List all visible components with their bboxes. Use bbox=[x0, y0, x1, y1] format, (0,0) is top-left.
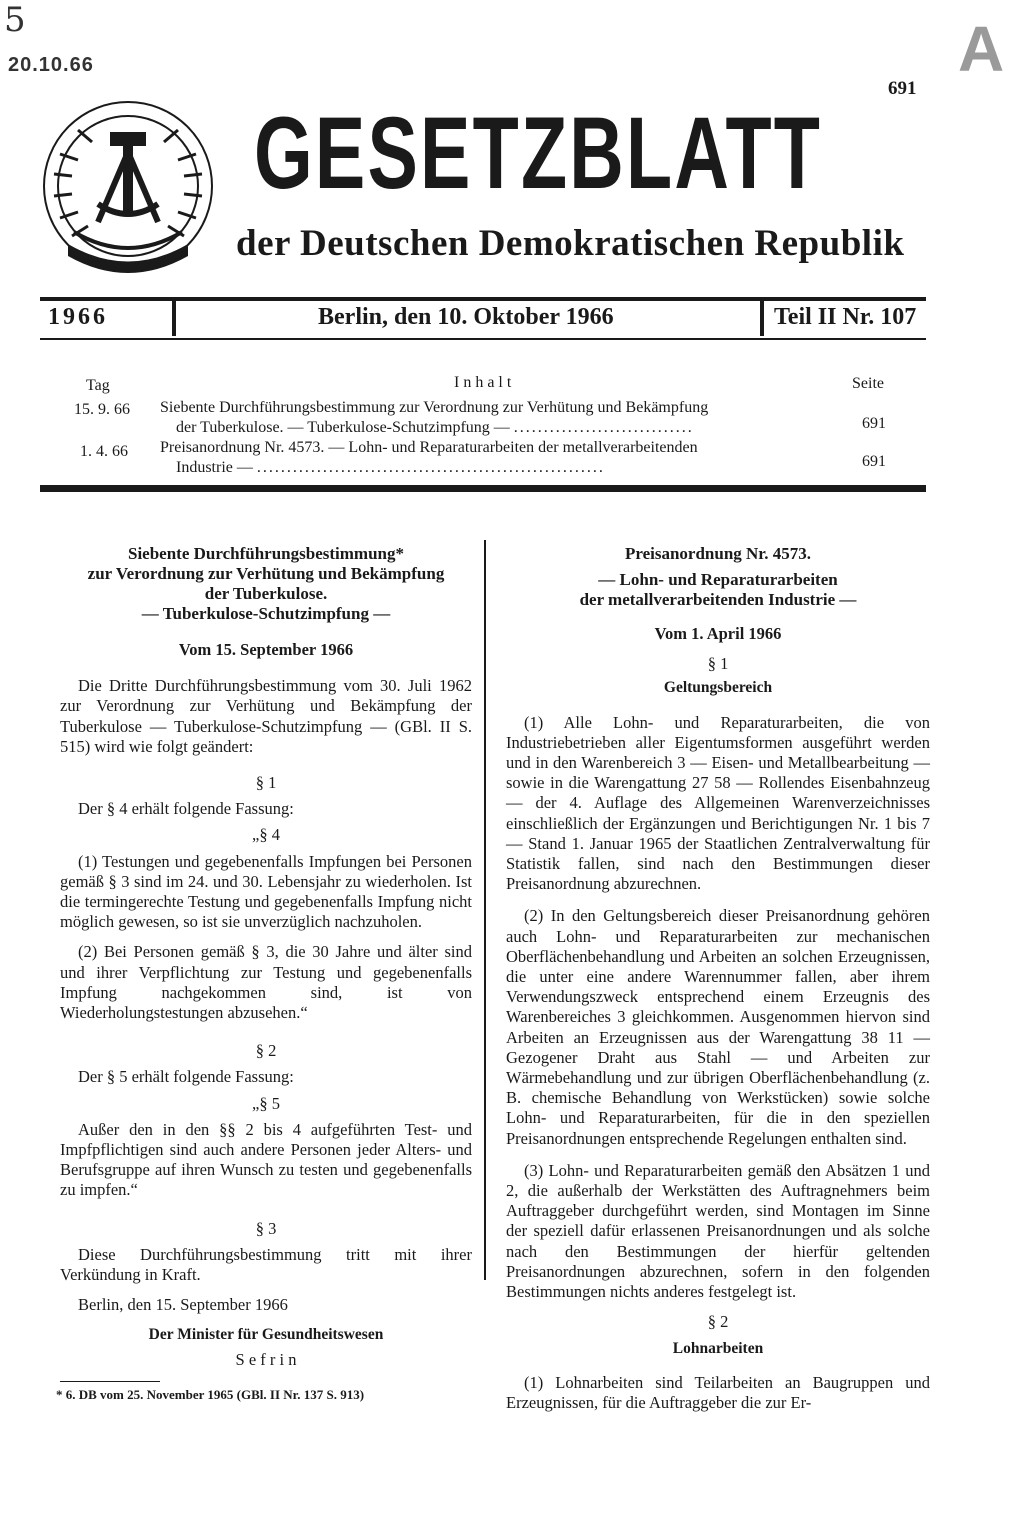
toc-entry-page: 691 bbox=[862, 453, 886, 470]
right-para-2: (2) In den Geltungsbereich dieser Preisanordnung gehören auch Lohn- und Reparaturarbeiten zur mechanischen Oberflächenbehandlung und Arbeiten an solchen Erzeugnissen, die unter eine andere Warennummer fallen, aber ihrem Verwendungszweck entsprechend einem Erzeugnis des Warenbereiches 3 gleichkommen. Ausgenommen hiervon sind Arbeiten an Erzeugnissen aus der Warengattung 38 11 — Gezogener Draht aus Stahl — und Arbeiten zur Wärmebehandlung und zur übrigen Oberflächenbehandlung (z. B. chemische Behandlung von Werkstücken) sowie solche Lohn- und Reparaturarbeiten, für die in den speziellen Preisanordnungen entsprechende Regelungen enthalten sind. bbox=[506, 906, 930, 1148]
issue-year: 1966 bbox=[48, 304, 108, 330]
footnote: * 6. DB vom 25. November 1965 (GBl. II Nr. 137 S. 913) bbox=[56, 1387, 365, 1402]
left-signing-place: Berlin, den 15. September 1966 bbox=[78, 1295, 288, 1315]
left-section-1-para-2: (2) Bei Personen gemäß § 3, die 30 Jahre und älter sind und ihrer Verpflichtung zur Testung und gegebenenfalls Impfung nachgekommen sind, ist von Wiederholungstestungen abzusehen.“ bbox=[60, 942, 472, 1023]
right-title-line: der metallverarbeitenden Industrie — bbox=[579, 590, 857, 609]
masthead-subtitle: der Deutschen Demokratischen Republik bbox=[236, 223, 905, 264]
header-rule-bottom bbox=[40, 338, 926, 340]
left-section-1-text: Der § 4 erhält folgende Fassung: bbox=[78, 799, 294, 819]
toc-leader-dots: .............................. bbox=[513, 419, 694, 436]
right-para-4: (1) Lohnarbeiten sind Teilarbeiten an Baugruppen und Erzeugnissen, für die Auftraggeber die zur Er- bbox=[506, 1372, 930, 1412]
left-section-2: § 2 bbox=[255, 1041, 277, 1061]
right-section-2-heading: Lohnarbeiten bbox=[672, 1339, 764, 1357]
toc-entry-title-cont: Industrie — bbox=[176, 459, 253, 476]
stamp-mark: 5 bbox=[4, 0, 26, 40]
gdr-emblem-icon bbox=[38, 94, 218, 282]
right-article-date: Vom 1. April 1966 bbox=[654, 624, 782, 643]
toc-entry bbox=[160, 398, 824, 438]
toc-entry-line bbox=[160, 418, 824, 438]
column-divider bbox=[484, 540, 486, 1280]
left-section-2-text: Der § 5 erhält folgende Fassung: bbox=[78, 1067, 294, 1087]
toc-col-tag: Tag bbox=[86, 377, 110, 394]
toc-rule bbox=[40, 485, 926, 492]
date-stamp: 20.10.66 bbox=[8, 54, 94, 76]
toc-entry-line: Preisanordnung Nr. 4573. — Lohn- und Reparaturarbeiten der metallverarbeitenden bbox=[160, 439, 698, 456]
left-section-2-quote: „§ 5 bbox=[252, 1093, 280, 1113]
right-para-1: (1) Alle Lohn- und Reparaturarbeiten, die von Industriebetrieben aller Eigentumsformen ausgeführt werden und in den Warenbereich 3 — Eisen- und Metallbearbeitung — sowie in die Warengattung 27 58 — Rollendes Eisenbahnzeug — der 4. Auflage des Allgemeinen Warenverzeichnisses einschließlich der Ergänzungen und Berichtigungen Nr. 1 bis 7 — Stand 1. Januar 1965 der Staatlichen Zentralverwaltung für Statistik fallen, sind nach den Bestimmungen dieser Preisanordnung abzurechnen. bbox=[506, 712, 930, 894]
archive-stamp-letter: A bbox=[958, 13, 1005, 85]
right-section-1-heading: Geltungsbereich bbox=[663, 679, 773, 697]
left-column bbox=[60, 544, 472, 1370]
toc-entry-page: 691 bbox=[862, 415, 886, 432]
left-section-3: § 3 bbox=[255, 1218, 277, 1238]
left-article-title bbox=[60, 544, 472, 624]
right-para-3: (3) Lohn- und Reparaturarbeiten gemäß den Absätzen 1 und 2, die außerhalb der Werkstätten des Auftragnehmers beim Auftraggeber durchgeführt werden, sind Montagen im Sinne der speziell dafür erlassenen Preisanordnungen und als solche nach den Bestimmungen der hierfür geltenden Preisanordnungen abzurechnen, sofern in den folgenden Bestimmungen nichts anderes festgelegt ist. bbox=[506, 1160, 930, 1302]
right-section-2: § 2 bbox=[707, 1312, 729, 1332]
left-signer-name: S e f r i n bbox=[235, 1349, 297, 1369]
right-title-line: Preisanordnung Nr. 4573. bbox=[624, 544, 812, 563]
toc-entry-date: 15. 9. 66 bbox=[74, 401, 130, 418]
toc-entry bbox=[160, 438, 824, 478]
toc-entry-line: Siebente Durchführungsbestimmung zur Verordnung zur Verhütung und Bekämpfung bbox=[160, 399, 709, 416]
left-section-1-para-1: (1) Testungen und gegebenenfalls Impfungen bei Personen gemäß § 3 sind im 24. und 30. Lebensjahr zu wiederholen. Ist die termingerechte Testung und gegebenenfalls Impfung nicht möglich gewesen, so ist sie unverzüglich nachzuholen. bbox=[60, 851, 472, 932]
toc-leader-dots: .......................................................... bbox=[256, 459, 605, 476]
left-section-3-para: Diese Durchführungsbestimmung tritt mit ihrer Verkündung in Kraft. bbox=[60, 1244, 472, 1285]
page-number: 691 bbox=[888, 78, 917, 99]
right-article-title bbox=[506, 544, 930, 610]
header-divider bbox=[172, 298, 176, 336]
left-title-line: Siebente Durchführungsbestimmung* bbox=[128, 544, 404, 563]
left-title-line: zur Verordnung zur Verhütung und Bekämpfung bbox=[87, 564, 445, 583]
left-title-line: der Tuberkulose. bbox=[204, 584, 328, 603]
right-column bbox=[506, 544, 930, 1413]
left-title-line: — Tuberkulose-Schutzimpfung — bbox=[141, 604, 391, 623]
toc-entry-line bbox=[160, 458, 824, 478]
toc-col-seite: Seite bbox=[852, 375, 884, 392]
issue-place-date: Berlin, den 10. Oktober 1966 bbox=[318, 304, 614, 330]
header-divider bbox=[760, 298, 764, 336]
toc-entry-date: 1. 4. 66 bbox=[80, 443, 128, 460]
left-article-date: Vom 15. September 1966 bbox=[178, 640, 354, 659]
right-title-line: — Lohn- und Reparaturarbeiten bbox=[598, 570, 838, 589]
issue-number: Teil II Nr. 107 bbox=[774, 304, 917, 330]
left-section-1: § 1 bbox=[255, 773, 277, 793]
masthead-title: GESETZBLATT bbox=[254, 96, 823, 210]
toc-col-inhalt: Inhalt bbox=[454, 374, 516, 391]
left-section-2-para: Außer den in den §§ 2 bis 4 aufgeführten Test- und Impfpflichtigen sind auch andere Personen jeder Alters- und Berufsgruppe auf ihren Wunsch zu testen und gegebenenfalls zu impfen.“ bbox=[60, 1119, 472, 1200]
left-intro: Die Dritte Durchführungsbestimmung vom 30. Juli 1962 zur Verordnung zur Verhütung und Bekämpfung der Tuberkulose — Tuberkulose-Schutzimpfung — (GBl. II S. 515) wird wie folgt geändert: bbox=[60, 676, 472, 756]
right-section-1: § 1 bbox=[707, 654, 729, 674]
toc-entry-title-cont: der Tuberkulose. — Tuberkulose-Schutzimpfung — bbox=[176, 419, 510, 436]
footnote-rule bbox=[60, 1381, 160, 1382]
left-section-1-quote: „§ 4 bbox=[252, 825, 280, 845]
left-signer-title: Der Minister für Gesundheitswesen bbox=[148, 1326, 384, 1344]
